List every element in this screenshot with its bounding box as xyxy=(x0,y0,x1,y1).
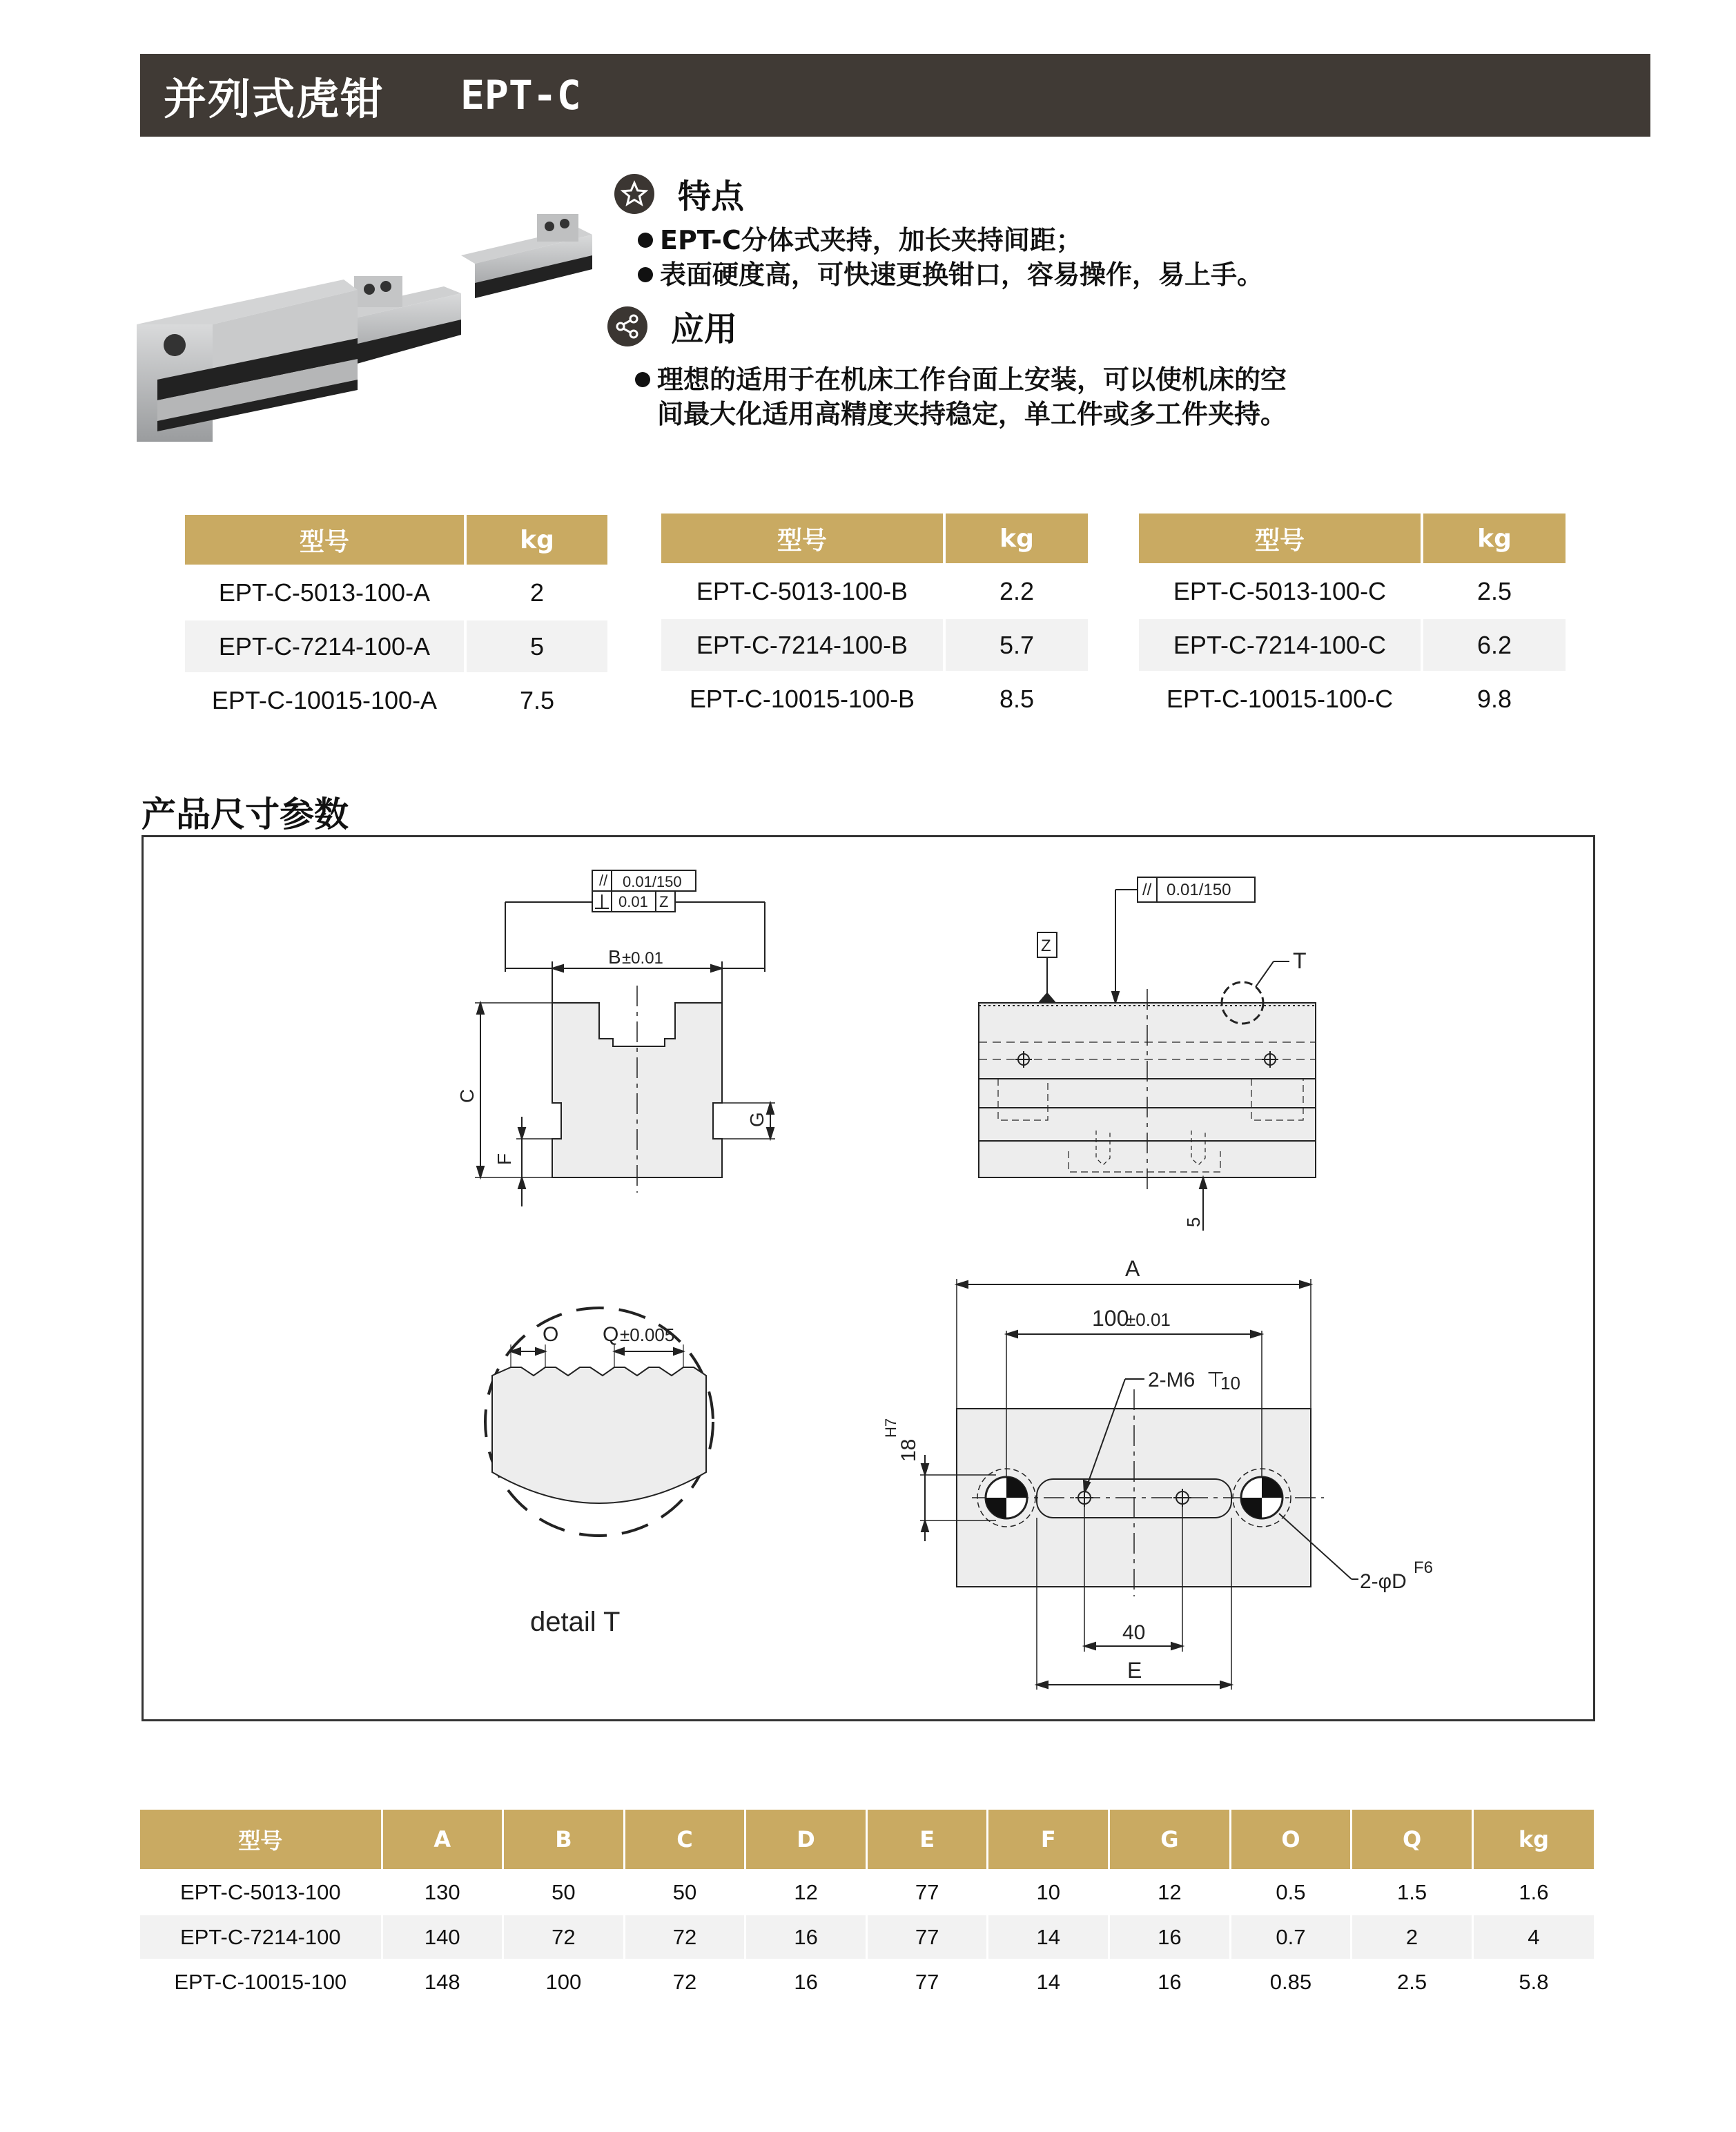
cell: 10 xyxy=(988,1870,1109,1915)
col-header: F xyxy=(988,1810,1109,1870)
cell: 14 xyxy=(988,1959,1109,2004)
col-header: D xyxy=(745,1810,867,1870)
col-header: O xyxy=(1230,1810,1352,1870)
drawing-box xyxy=(142,835,1595,1721)
table-row xyxy=(140,1870,1594,1915)
cell: 72 xyxy=(624,1959,745,2004)
cell: 2 xyxy=(1352,1915,1473,1959)
weight-table-c xyxy=(1139,514,1566,725)
tol-parallel-side: 0.01/150 xyxy=(1167,881,1231,899)
col-header: 型号 xyxy=(140,1810,382,1870)
cell-model: EPT-C-10015-100-C xyxy=(1139,672,1422,725)
cell: 77 xyxy=(866,1959,988,2004)
cell-model: EPT-C-5013-100-C xyxy=(1139,565,1422,618)
svg-text://: // xyxy=(599,872,608,889)
cell: 72 xyxy=(624,1915,745,1959)
table-row xyxy=(1139,672,1566,725)
dim-f: F xyxy=(494,1153,515,1165)
cell: 130 xyxy=(382,1870,503,1915)
label-t: T xyxy=(1293,948,1307,973)
cell-model: EPT-C-10015-100-B xyxy=(661,672,944,725)
application-title: 应用 xyxy=(671,310,738,349)
cell: 16 xyxy=(745,1959,867,2004)
cell: 148 xyxy=(382,1959,503,2004)
feature-item: 表面硬度高，可快速更换钳口，容易操作，易上手。 xyxy=(635,257,1263,292)
cell-kg: 2.5 xyxy=(1422,565,1566,618)
cell: 0.7 xyxy=(1230,1915,1352,1959)
cell: 16 xyxy=(745,1915,867,1959)
cell-kg: 2 xyxy=(465,566,607,620)
col-header: kg xyxy=(1472,1810,1594,1870)
tol-parallel-front: 0.01/150 xyxy=(623,873,682,890)
cell: 72 xyxy=(503,1915,625,1959)
cell-model: EPT-C-7214-100-B xyxy=(661,618,944,672)
col-header: A xyxy=(382,1810,503,1870)
cell: 50 xyxy=(503,1870,625,1915)
col-header: E xyxy=(866,1810,988,1870)
detail-caption: detail T xyxy=(530,1607,621,1637)
cell: 77 xyxy=(866,1915,988,1959)
label-m6-depth: 10 xyxy=(1220,1373,1240,1393)
application-item-cont: 间最大化适用高精度夹持稳定，单工件或多工件夹持。 xyxy=(657,399,1287,429)
cell: 5.8 xyxy=(1472,1959,1594,2004)
col-kg: kg xyxy=(465,515,607,566)
cell-kg: 6.2 xyxy=(1422,618,1566,672)
col-header: Q xyxy=(1352,1810,1473,1870)
col-model: 型号 xyxy=(185,515,465,566)
col-header: B xyxy=(503,1810,625,1870)
dim-a: A xyxy=(1125,1256,1140,1281)
share-icon xyxy=(607,306,647,346)
feature-item: EPT-C分体式夹持，加长夹持间距； xyxy=(635,223,1263,257)
dim-h7: H7 xyxy=(882,1418,899,1438)
cell: EPT-C-7214-100 xyxy=(140,1915,382,1959)
col-model: 型号 xyxy=(1139,514,1422,565)
cell: 16 xyxy=(1109,1959,1231,2004)
table-row xyxy=(185,620,607,674)
cell: EPT-C-10015-100 xyxy=(140,1959,382,2004)
dim-g: G xyxy=(746,1112,768,1127)
col-header: G xyxy=(1109,1810,1231,1870)
datum-z-front: Z xyxy=(659,893,669,910)
table-row xyxy=(661,618,1088,672)
technical-drawing xyxy=(144,837,1593,1719)
table-row xyxy=(185,566,607,620)
cell: 1.5 xyxy=(1352,1870,1473,1915)
cell-model: EPT-C-5013-100-A xyxy=(185,566,465,620)
dim-q-tol: ±0.005 xyxy=(620,1324,675,1345)
table-row xyxy=(1139,618,1566,672)
dim-40: 40 xyxy=(1122,1621,1146,1644)
dim-q: Q xyxy=(603,1323,619,1346)
cell-model: EPT-C-7214-100-C xyxy=(1139,618,1422,672)
cell-kg: 5.7 xyxy=(944,618,1088,672)
vise-small xyxy=(461,214,592,298)
cell: 100 xyxy=(503,1959,625,2004)
cell: 0.5 xyxy=(1230,1870,1352,1915)
table-row xyxy=(1139,565,1566,618)
tol-perp: 0.01 xyxy=(618,893,648,910)
size-table xyxy=(140,1810,1594,2004)
col-kg: kg xyxy=(1422,514,1566,565)
cell-model: EPT-C-5013-100-B xyxy=(661,565,944,618)
label-m6: 2-M6 xyxy=(1148,1369,1196,1391)
cell-kg: 8.5 xyxy=(944,672,1088,725)
cell: 0.85 xyxy=(1230,1959,1352,2004)
cell: 12 xyxy=(1109,1870,1231,1915)
cell: 14 xyxy=(988,1915,1109,1959)
dim-c: C xyxy=(456,1088,478,1103)
dim-o: O xyxy=(543,1323,559,1346)
dim-b: B xyxy=(608,946,621,968)
dim-b-tol: ±0.01 xyxy=(622,949,663,968)
datum-z-side: Z xyxy=(1041,937,1051,955)
dim-100: 100 xyxy=(1092,1306,1129,1331)
cell-kg: 2.2 xyxy=(944,565,1088,618)
dimensions-title: 产品尺寸参数 xyxy=(142,794,349,834)
features-title: 特点 xyxy=(678,177,745,216)
dim-5: 5 xyxy=(1183,1217,1204,1227)
table-row xyxy=(185,674,607,727)
star-icon xyxy=(614,174,654,214)
cell: 12 xyxy=(745,1870,867,1915)
cell-kg: 9.8 xyxy=(1422,672,1566,725)
col-kg: kg xyxy=(944,514,1088,565)
detail-t-view xyxy=(485,1308,713,1637)
col-header: C xyxy=(624,1810,745,1870)
application-section xyxy=(607,302,1287,431)
product-photo xyxy=(137,207,599,442)
cell: 50 xyxy=(624,1870,745,1915)
cell: 2.5 xyxy=(1352,1959,1473,2004)
weight-table-b xyxy=(661,514,1088,725)
cell: 4 xyxy=(1472,1915,1594,1959)
top-view xyxy=(882,1256,1433,1690)
table-row xyxy=(661,672,1088,725)
cell: EPT-C-5013-100 xyxy=(140,1870,382,1915)
svg-text://: // xyxy=(1142,881,1152,899)
vise-large xyxy=(137,280,358,442)
front-profile-view xyxy=(456,870,775,1206)
col-model: 型号 xyxy=(661,514,944,565)
label-phi-d: 2-φD xyxy=(1360,1570,1407,1593)
cell: 140 xyxy=(382,1915,503,1959)
table-row xyxy=(140,1915,1594,1959)
cell-model: EPT-C-10015-100-A xyxy=(185,674,465,727)
cell: 77 xyxy=(866,1870,988,1915)
dim-100-tol: ±0.01 xyxy=(1126,1309,1171,1330)
label-f6: F6 xyxy=(1414,1558,1434,1577)
model-code: EPT-C xyxy=(460,72,581,119)
cell: 1.6 xyxy=(1472,1870,1594,1915)
page-title: 并列式虎钳 xyxy=(164,73,385,124)
cell-kg: 5 xyxy=(465,620,607,674)
weight-table-a xyxy=(185,515,607,726)
header-bar xyxy=(140,54,1650,137)
size-table-header xyxy=(140,1810,1594,1870)
table-row xyxy=(140,1959,1594,2004)
features-section xyxy=(614,170,1263,292)
cell: 16 xyxy=(1109,1915,1231,1959)
side-view xyxy=(979,877,1316,1231)
cell-model: EPT-C-7214-100-A xyxy=(185,620,465,674)
svg-text:⊤: ⊤ xyxy=(1207,1369,1225,1391)
table-row xyxy=(661,565,1088,618)
dim-18: 18 xyxy=(897,1438,920,1462)
dim-e: E xyxy=(1127,1658,1142,1683)
application-item: 理想的适用于在机床工作台面上安装，可以使机床的空 xyxy=(632,362,1287,397)
cell-kg: 7.5 xyxy=(465,674,607,727)
